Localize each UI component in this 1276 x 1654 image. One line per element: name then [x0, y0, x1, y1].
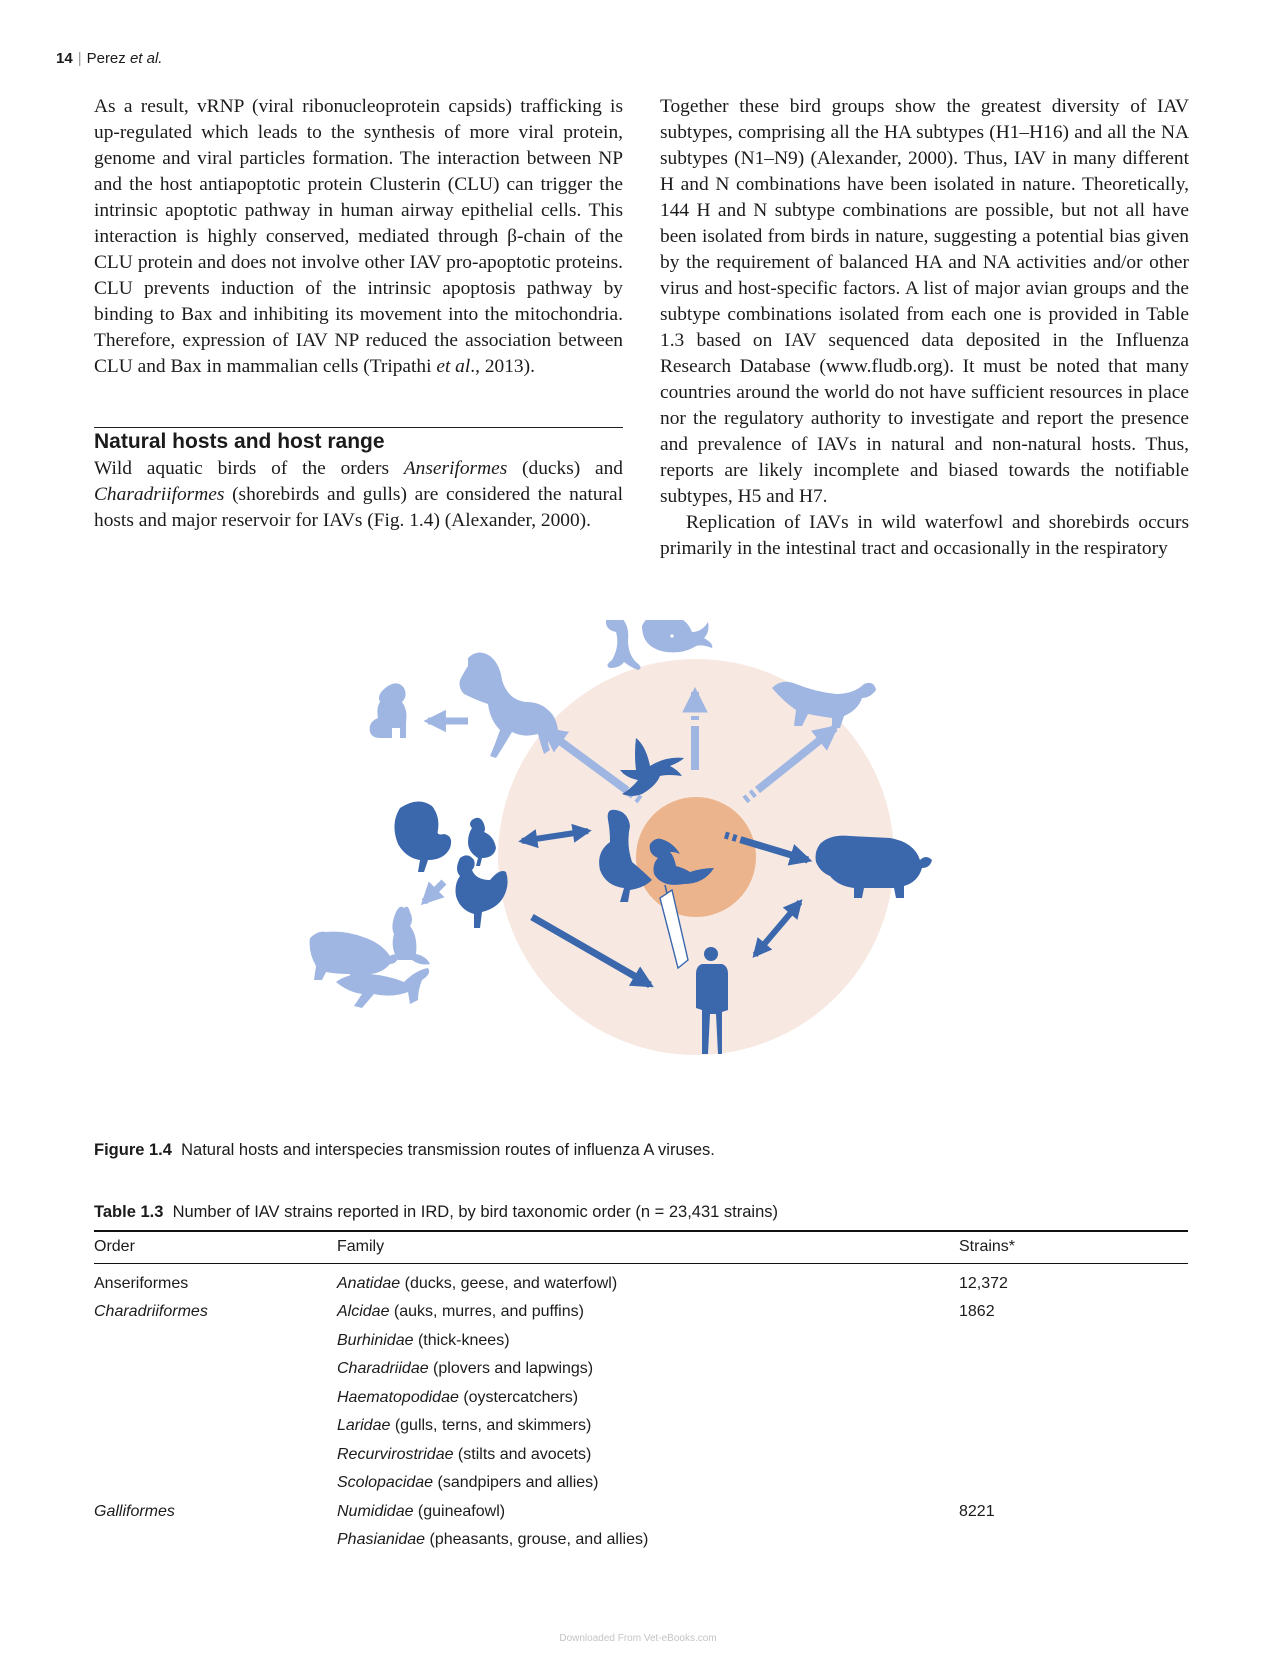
family-description: (gulls, terns, and skimmers) [390, 1417, 592, 1435]
table-row [94, 1469, 1188, 1498]
family-description: (oystercatchers) [458, 1388, 579, 1406]
text-run: As a result, vRNP (viral ribonucleoprotein capsids) trafficking is up-regulated which leads to the synthesis of more viral protein, genome and viral particles formation. The interaction between NP and the host antiapoptotic protein Clusterin (CLU) can trigger the intrinsic apoptotic pathway in human airway epithelial cells. This interaction is highly conserved, mediated through β-chain of the CLU protein and does not involve other IAV pro-apoptotic proteins. CLU prevents induction of the intrinsic apoptosis pathway by binding to Bax and inhibiting its movement into the mitochondria. Therefore, expression of IAV NP reduced the association between CLU and Bax in mammalian cells (Tripathi [94, 96, 623, 377]
table-row [94, 1327, 1188, 1356]
table-row [94, 1298, 1188, 1327]
left-paragraph-2 [94, 456, 623, 534]
cell-order: Anseriformes [94, 1275, 189, 1292]
cell-order [94, 1412, 337, 1441]
column-header-strains: Strains* [959, 1231, 1188, 1264]
figure-label: Figure 1.4 [94, 1141, 172, 1159]
cell-strains: 8221 [959, 1502, 995, 1520]
cell-family [337, 1469, 959, 1498]
cell-order [94, 1327, 337, 1356]
turkey-icon [394, 801, 451, 872]
table-row [94, 1384, 1188, 1413]
family-description: (sandpipers and allies) [433, 1474, 599, 1492]
table-header-row [94, 1231, 1188, 1264]
family-name: Laridae [337, 1417, 391, 1435]
running-head [56, 50, 162, 67]
family-description: (plovers and lapwings) [428, 1360, 594, 1378]
family-description: (pheasants, grouse, and allies) [425, 1531, 649, 1549]
arrow-poultry-to-felids [424, 882, 444, 902]
family-name: Haematopodidae [337, 1388, 459, 1406]
text-run-italic: Anseriformes [403, 458, 508, 479]
column-header-family: Family [337, 1231, 959, 1264]
table-label: Table 1.3 [94, 1203, 164, 1221]
seal-icon [606, 620, 641, 670]
text-run: ., 2013). [470, 356, 535, 377]
cell-strains [959, 1412, 1188, 1441]
family-name: Numididae [337, 1502, 414, 1520]
text-run: (shorebirds and gulls) are considered the natural hosts and major reservoir for IAVs (Fig. 1.4) (Alexander, 2000). [94, 484, 623, 531]
reservoir-core [636, 797, 756, 917]
leopard-icon [336, 968, 429, 1008]
family-description: (thick-knees) [413, 1331, 510, 1349]
table-row [94, 1498, 1188, 1527]
cell-family [337, 1412, 959, 1441]
cell-family [337, 1355, 959, 1384]
family-name: Recurvirostridae [337, 1445, 454, 1463]
horse-icon [460, 652, 562, 758]
table-row [94, 1526, 1188, 1555]
right-column [660, 94, 1189, 562]
cell-order: Charadriiformes [94, 1303, 208, 1321]
cell-family [337, 1298, 959, 1327]
right-paragraph-2: Replication of IAVs in wild waterfowl and shorebirds occurs primarily in the intestinal tract and occasionally in the respiratory [660, 512, 1189, 559]
text-run-italic: Charadriiformes [94, 484, 225, 505]
text-run-italic: et al [436, 356, 471, 377]
cell-family [337, 1264, 959, 1299]
family-description: (guineafowl) [413, 1502, 506, 1520]
cell-strains [959, 1327, 1188, 1356]
left-paragraph-1 [94, 94, 623, 380]
section-rule [94, 427, 623, 428]
family-name: Charadriidae [337, 1360, 429, 1378]
family-name: Scolopacidae [337, 1474, 434, 1492]
cell-family [337, 1441, 959, 1470]
text-run: (ducks) and [507, 458, 623, 479]
table-body [94, 1264, 1188, 1555]
family-name: Burhinidae [337, 1331, 414, 1349]
cell-strains [959, 1469, 1188, 1498]
header-separator: | [77, 50, 82, 67]
page-number: 14 [56, 50, 73, 67]
host-transmission-figure [300, 620, 980, 1120]
column-header-order: Order [94, 1231, 337, 1264]
cell-order [94, 1384, 337, 1413]
right-paragraph-1: Together these bird groups show the greatest diversity of IAV subtypes, comprising all the HA subtypes (H1–H16) and all the NA subtypes (N1–N9) (Alexander, 2000). Thus, IAV in many different H and N combinations have been isolated in nature. Theoretically, 144 H and N subtype combinations are possible, but not all have been isolated from birds in nature, suggesting a potential bias given by the requirement of balanced HA and NA activities and/or other virus and host-specific factors. A list of major avian groups and the subtype combinations isolated from each one is provided in Table 1.3 based on IAV sequenced data deposited in the Influenza Research Database (www.fludb.org). It must be noted that many countries around the world do not have sufficient resources in place nor the regulatory authority to investigate and report the presence and prevalence of IAVs in natural and non-natural hosts. Thus, reports are likely incomplete and biased towards the notifiable subtypes, H5 and H7. [660, 96, 1189, 507]
left-column [94, 94, 623, 534]
family-name: Phasianidae [337, 1531, 426, 1549]
family-description: (stilts and avocets) [453, 1445, 592, 1463]
cell-family [337, 1327, 959, 1356]
whale-icon [642, 620, 712, 652]
family-name: Alcidae [337, 1303, 390, 1321]
text-run: Wild aquatic birds of the orders [94, 458, 404, 479]
cell-strains [959, 1355, 1188, 1384]
cell-family [337, 1526, 959, 1555]
table-caption-text: Number of IAV strains reported in IRD, by bird taxonomic order (n = 23,431 strains) [172, 1203, 778, 1221]
table-row [94, 1355, 1188, 1384]
strains-table [94, 1230, 1188, 1555]
figure-caption [94, 1141, 715, 1160]
cell-order [94, 1526, 337, 1555]
family-name: Anatidae [337, 1275, 401, 1292]
author-etal: et al. [129, 50, 163, 67]
dog-icon [370, 683, 407, 738]
tiger-icon [310, 932, 398, 980]
cell-order: Galliformes [94, 1502, 175, 1520]
cell-order [94, 1469, 337, 1498]
table-row [94, 1412, 1188, 1441]
table-caption [94, 1203, 778, 1222]
figure-caption-text: Natural hosts and interspecies transmission routes of influenza A viruses. [181, 1141, 715, 1159]
table-row [94, 1264, 1188, 1299]
cell-strains: 1862 [959, 1303, 995, 1321]
cell-strains [959, 1441, 1188, 1470]
author-name: Perez [86, 50, 130, 67]
footer-watermark: Downloaded From Vet-eBooks.com [559, 1633, 717, 1644]
section-heading: Natural hosts and host range [94, 430, 385, 453]
cat-icon [392, 907, 430, 965]
cell-strains [959, 1526, 1188, 1555]
table-row [94, 1441, 1188, 1470]
family-description: (ducks, geese, and waterfowl) [400, 1275, 618, 1292]
cell-strains: 12,372 [959, 1275, 1008, 1292]
cell-order [94, 1355, 337, 1384]
family-description: (auks, murres, and puffins) [389, 1303, 584, 1321]
cell-order [94, 1441, 337, 1470]
cell-family [337, 1384, 959, 1413]
cell-strains [959, 1384, 1188, 1413]
cell-family [337, 1498, 959, 1527]
